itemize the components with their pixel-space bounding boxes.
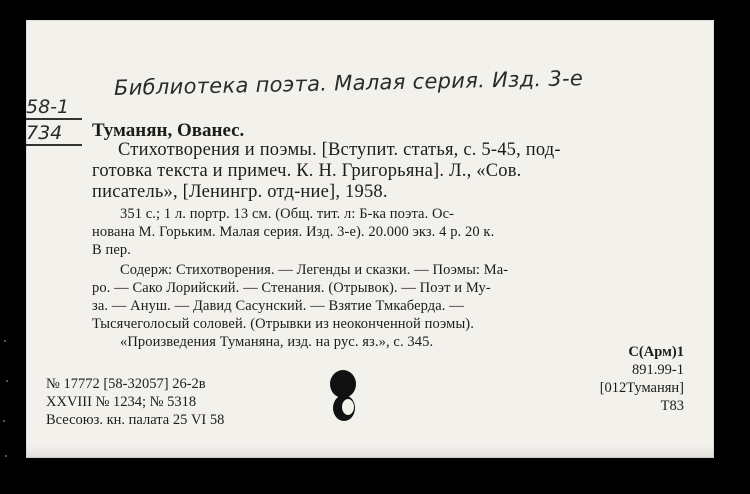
scan-mark [5, 455, 7, 457]
contents-line-4: Тысячеголосый соловей. (Отрывки из неоконченной поэмы). [92, 316, 474, 332]
classification-line-1: С(Арм)1 [628, 344, 684, 360]
title-line-1: Стихотворения и поэмы. [Вступит. статья, с. 5-45, под- [118, 140, 561, 160]
call-number-underline-2 [26, 144, 82, 146]
description-line-2: нована М. Горьким. Малая серия. Изд. 3-е). 20.000 экз. 4 р. 20 к. [92, 224, 495, 240]
call-number-top: 58-1 [26, 96, 70, 118]
scan-mark [3, 420, 5, 422]
classification-line-3: [012Туманян] [599, 380, 684, 396]
call-number-bottom: 734 [26, 122, 63, 144]
handwritten-series-note: Библиотека поэта. Малая серия. Изд. 3-е [113, 66, 584, 100]
title-line-3: писатель», [Ленингр. отд-ние], 1958. [92, 182, 388, 202]
contents-line-1: Содерж: Стихотворения. — Легенды и сказки. — Поэмы: Ма- [120, 262, 509, 278]
card-punch-hole [328, 368, 358, 426]
classification-line-4: Т83 [660, 398, 684, 414]
classification-line-2: 891.99-1 [632, 362, 684, 378]
description-line-3: В пер. [92, 242, 131, 258]
registration-line-2: XXVIII № 1234; № 5318 [46, 394, 197, 410]
registration-line-1: № 17772 [58-32057] 26-2в [46, 376, 206, 392]
bibliography-note: «Произведения Туманяна, изд. на рус. яз.», с. 345. [120, 334, 434, 350]
author-heading: Туманян, Ованес. [92, 120, 245, 141]
call-number-underline [26, 118, 82, 120]
scan-mark [4, 340, 6, 342]
catalog-card [26, 20, 714, 458]
description-line-1: 351 с.; 1 л. портр. 13 см. (Общ. тит. л: Б-ка поэта. Ос- [120, 206, 455, 222]
card-edge-shadow [26, 444, 714, 458]
contents-line-3: за. — Ануш. — Давид Сасунский. — Взятие Тмкаберда. — [92, 298, 464, 314]
title-line-2: готовка текста и примеч. К. Н. Григорьяна]. Л., «Сов. [92, 161, 522, 181]
registration-line-3: Всесоюз. кн. палата 25 VI 58 [46, 412, 225, 428]
contents-line-2: ро. — Сако Лорийский. — Стенания. (Отрывок). — Поэт и Му- [92, 280, 491, 296]
scan-mark [6, 380, 8, 382]
